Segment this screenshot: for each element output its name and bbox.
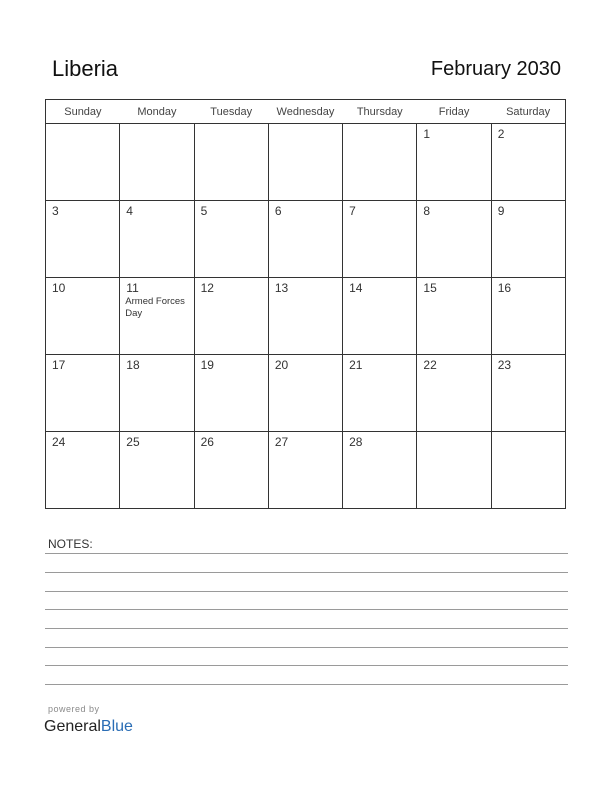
- day-cell: [46, 432, 120, 509]
- day-cell: [491, 124, 565, 201]
- day-cell: [194, 201, 268, 278]
- day-number: 17: [52, 358, 66, 372]
- weekday-header: Tuesday: [194, 100, 268, 124]
- weekday-header-row: [46, 100, 566, 124]
- note-line: [45, 647, 568, 648]
- day-number: 22: [423, 358, 437, 372]
- day-number: 20: [274, 358, 289, 372]
- day-cell: [268, 355, 342, 432]
- day-cell: [268, 201, 342, 278]
- weekday-header: Wednesday: [268, 100, 342, 124]
- day-cell: [46, 278, 120, 355]
- day-number: 1: [423, 127, 431, 141]
- day-number: 23: [497, 358, 512, 372]
- note-line: [45, 684, 568, 685]
- day-cell: [194, 278, 268, 355]
- day-cell: [491, 432, 565, 509]
- day-cell: [46, 124, 120, 201]
- holiday-label: Armed Forces Day: [125, 296, 185, 319]
- note-line: [45, 591, 568, 592]
- brand-name: [44, 717, 133, 737]
- day-cell: [343, 201, 417, 278]
- week-row: [46, 124, 566, 201]
- week-row: [46, 432, 566, 509]
- day-number: 3: [52, 204, 59, 218]
- day-number: 13: [274, 281, 289, 295]
- day-cell: [491, 278, 565, 355]
- country-title: Liberia: [52, 56, 119, 81]
- note-line: [45, 609, 568, 610]
- day-number: 8: [423, 204, 431, 218]
- brand-general-text: General: [44, 718, 101, 735]
- day-cell: [120, 201, 194, 278]
- day-number: 28: [349, 435, 363, 449]
- note-line: [45, 628, 568, 629]
- calendar-grid: [45, 99, 566, 509]
- day-number: 18: [126, 358, 140, 372]
- month-year-title: February 2030: [430, 58, 561, 80]
- brand-logo: [44, 704, 133, 737]
- powered-by-text: powered by: [48, 704, 100, 714]
- note-line: [45, 572, 568, 573]
- day-number: 27: [274, 435, 289, 449]
- day-cell: [343, 124, 417, 201]
- day-cell: [120, 432, 194, 509]
- day-number: 21: [349, 358, 363, 372]
- day-number: 5: [200, 204, 208, 218]
- weekday-header: Saturday: [491, 100, 565, 124]
- day-cell: [417, 124, 491, 201]
- day-cell: [343, 278, 417, 355]
- week-row: [46, 278, 566, 355]
- day-cell: [417, 355, 491, 432]
- weekday-header: Monday: [120, 100, 194, 124]
- note-line: [45, 553, 568, 554]
- day-cell: [417, 432, 491, 509]
- week-row: [46, 355, 566, 432]
- day-cell: [120, 278, 194, 355]
- day-number: 24: [52, 435, 66, 449]
- day-number: 26: [200, 435, 214, 449]
- day-number: 19: [200, 358, 214, 372]
- day-cell: [120, 355, 194, 432]
- day-cell: [46, 355, 120, 432]
- day-cell: [194, 432, 268, 509]
- day-cell: [194, 124, 268, 201]
- notes-label: NOTES:: [48, 537, 93, 551]
- day-cell: [343, 355, 417, 432]
- day-number: 6: [274, 204, 282, 218]
- day-number: 10: [52, 281, 66, 295]
- day-cell: [120, 124, 194, 201]
- day-cell: [46, 201, 120, 278]
- week-row: [46, 201, 566, 278]
- weekday-header: Thursday: [343, 100, 417, 124]
- weekday-header: Sunday: [46, 100, 120, 124]
- day-number: 11: [126, 281, 139, 295]
- day-number: 16: [497, 281, 512, 295]
- day-cell: [417, 278, 491, 355]
- day-cell: [268, 432, 342, 509]
- day-cell: [491, 201, 565, 278]
- weekday-header: Friday: [417, 100, 491, 124]
- day-number: 7: [349, 204, 356, 218]
- day-cell: [194, 355, 268, 432]
- day-number: 25: [126, 435, 140, 449]
- day-cell: [491, 355, 565, 432]
- note-line: [45, 665, 568, 666]
- day-cell: [268, 124, 342, 201]
- day-number: 15: [423, 281, 437, 295]
- day-number: 2: [497, 127, 505, 141]
- day-cell: [268, 278, 342, 355]
- day-number: 14: [349, 281, 363, 295]
- day-cell: [343, 432, 417, 509]
- brand-blue-text: Blue: [100, 718, 133, 735]
- day-number: 12: [200, 281, 214, 295]
- day-number: 4: [126, 204, 133, 218]
- day-number: 9: [497, 204, 505, 218]
- day-cell: [417, 201, 491, 278]
